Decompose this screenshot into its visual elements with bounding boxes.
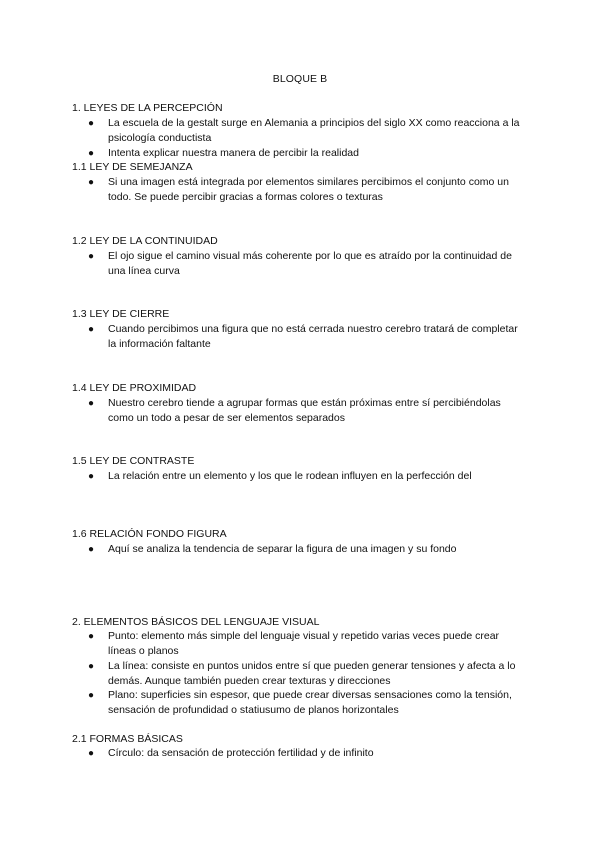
bullet-icon: ● xyxy=(88,148,95,159)
section-heading-contraste: 1.5 LEY DE CONTRASTE xyxy=(72,455,195,467)
section-heading-cierre: 1.3 LEY DE CIERRE xyxy=(72,308,170,320)
bullet-icon: ● xyxy=(88,118,95,129)
list-item: ● El ojo sigue el camino visual más coherente por lo que es atraído por la continuidad de una línea curva xyxy=(88,250,512,277)
bullet-icon: ● xyxy=(88,544,95,555)
section-heading-formas-basicas: 2.1 FORMAS BÁSICAS xyxy=(72,733,183,745)
bullet-icon: ● xyxy=(88,661,95,672)
list-item: ● Plano: superficies sin espesor, que puede crear diversas sensaciones como la tensión, sensación de profundidad o statiusumo de planos horizontales xyxy=(88,689,512,716)
list-item: ● Intenta explicar nuestra manera de percibir la realidad xyxy=(88,147,359,159)
list-item: ● Aquí se analiza la tendencia de separar la figura de una imagen y su fondo xyxy=(88,543,457,555)
bullet-icon: ● xyxy=(88,690,95,701)
section-heading-elementos-basicos: 2. ELEMENTOS BÁSICOS DEL LENGUAJE VISUAL xyxy=(72,616,320,628)
document-title: BLOQUE B xyxy=(272,73,328,85)
list-item: ● La escuela de la gestalt surge en Alemania a principios del siglo XX como reacciona a la psicología conductista xyxy=(88,117,520,144)
list-item: ● La línea: consiste en puntos unidos entre sí que pueden generar tensiones y afecta a lo demás. Aunque también pueden crear texturas y direcciones xyxy=(88,660,516,687)
list-item: ● Si una imagen está integrada por elementos similares percibimos el conjunto como un todo. Se puede percibir gracias a formas colores o texturas xyxy=(88,176,509,203)
section-heading-continuidad: 1.2 LEY DE LA CONTINUIDAD xyxy=(72,235,218,247)
section-heading-proximidad: 1.4 LEY DE PROXIMIDAD xyxy=(72,382,197,394)
bullet-icon: ● xyxy=(88,177,95,188)
bullet-icon: ● xyxy=(88,251,95,262)
section-heading-leyes-percepcion: 1. LEYES DE LA PERCEPCIÓN xyxy=(72,102,223,114)
bullet-icon: ● xyxy=(88,631,95,642)
list-item: ● Punto: elemento más simple del lenguaje visual y repetido varias veces puede crear líneas o planos xyxy=(88,630,500,657)
bullet-icon: ● xyxy=(88,471,95,482)
bullet-icon: ● xyxy=(88,748,95,759)
bullet-icon: ● xyxy=(88,398,95,409)
section-heading-semejanza: 1.1 LEY DE SEMEJANZA xyxy=(72,161,193,173)
bullet-icon: ● xyxy=(88,324,95,335)
section-heading-fondo-figura: 1.6 RELACIÓN FONDO FIGURA xyxy=(72,528,227,540)
list-item: ● Nuestro cerebro tiende a agrupar formas que están próximas entre sí percibiéndolas como un todo a pesar de ser elementos separados xyxy=(88,397,501,424)
list-item: ● La relación entre un elemento y los que le rodean influyen en la perfección del xyxy=(88,470,472,482)
list-item: ● Círculo: da sensación de protección fertilidad y de infinito xyxy=(88,747,374,759)
list-item: ● Cuando percibimos una figura que no está cerrada nuestro cerebro tratará de completar la información faltante xyxy=(88,323,518,350)
